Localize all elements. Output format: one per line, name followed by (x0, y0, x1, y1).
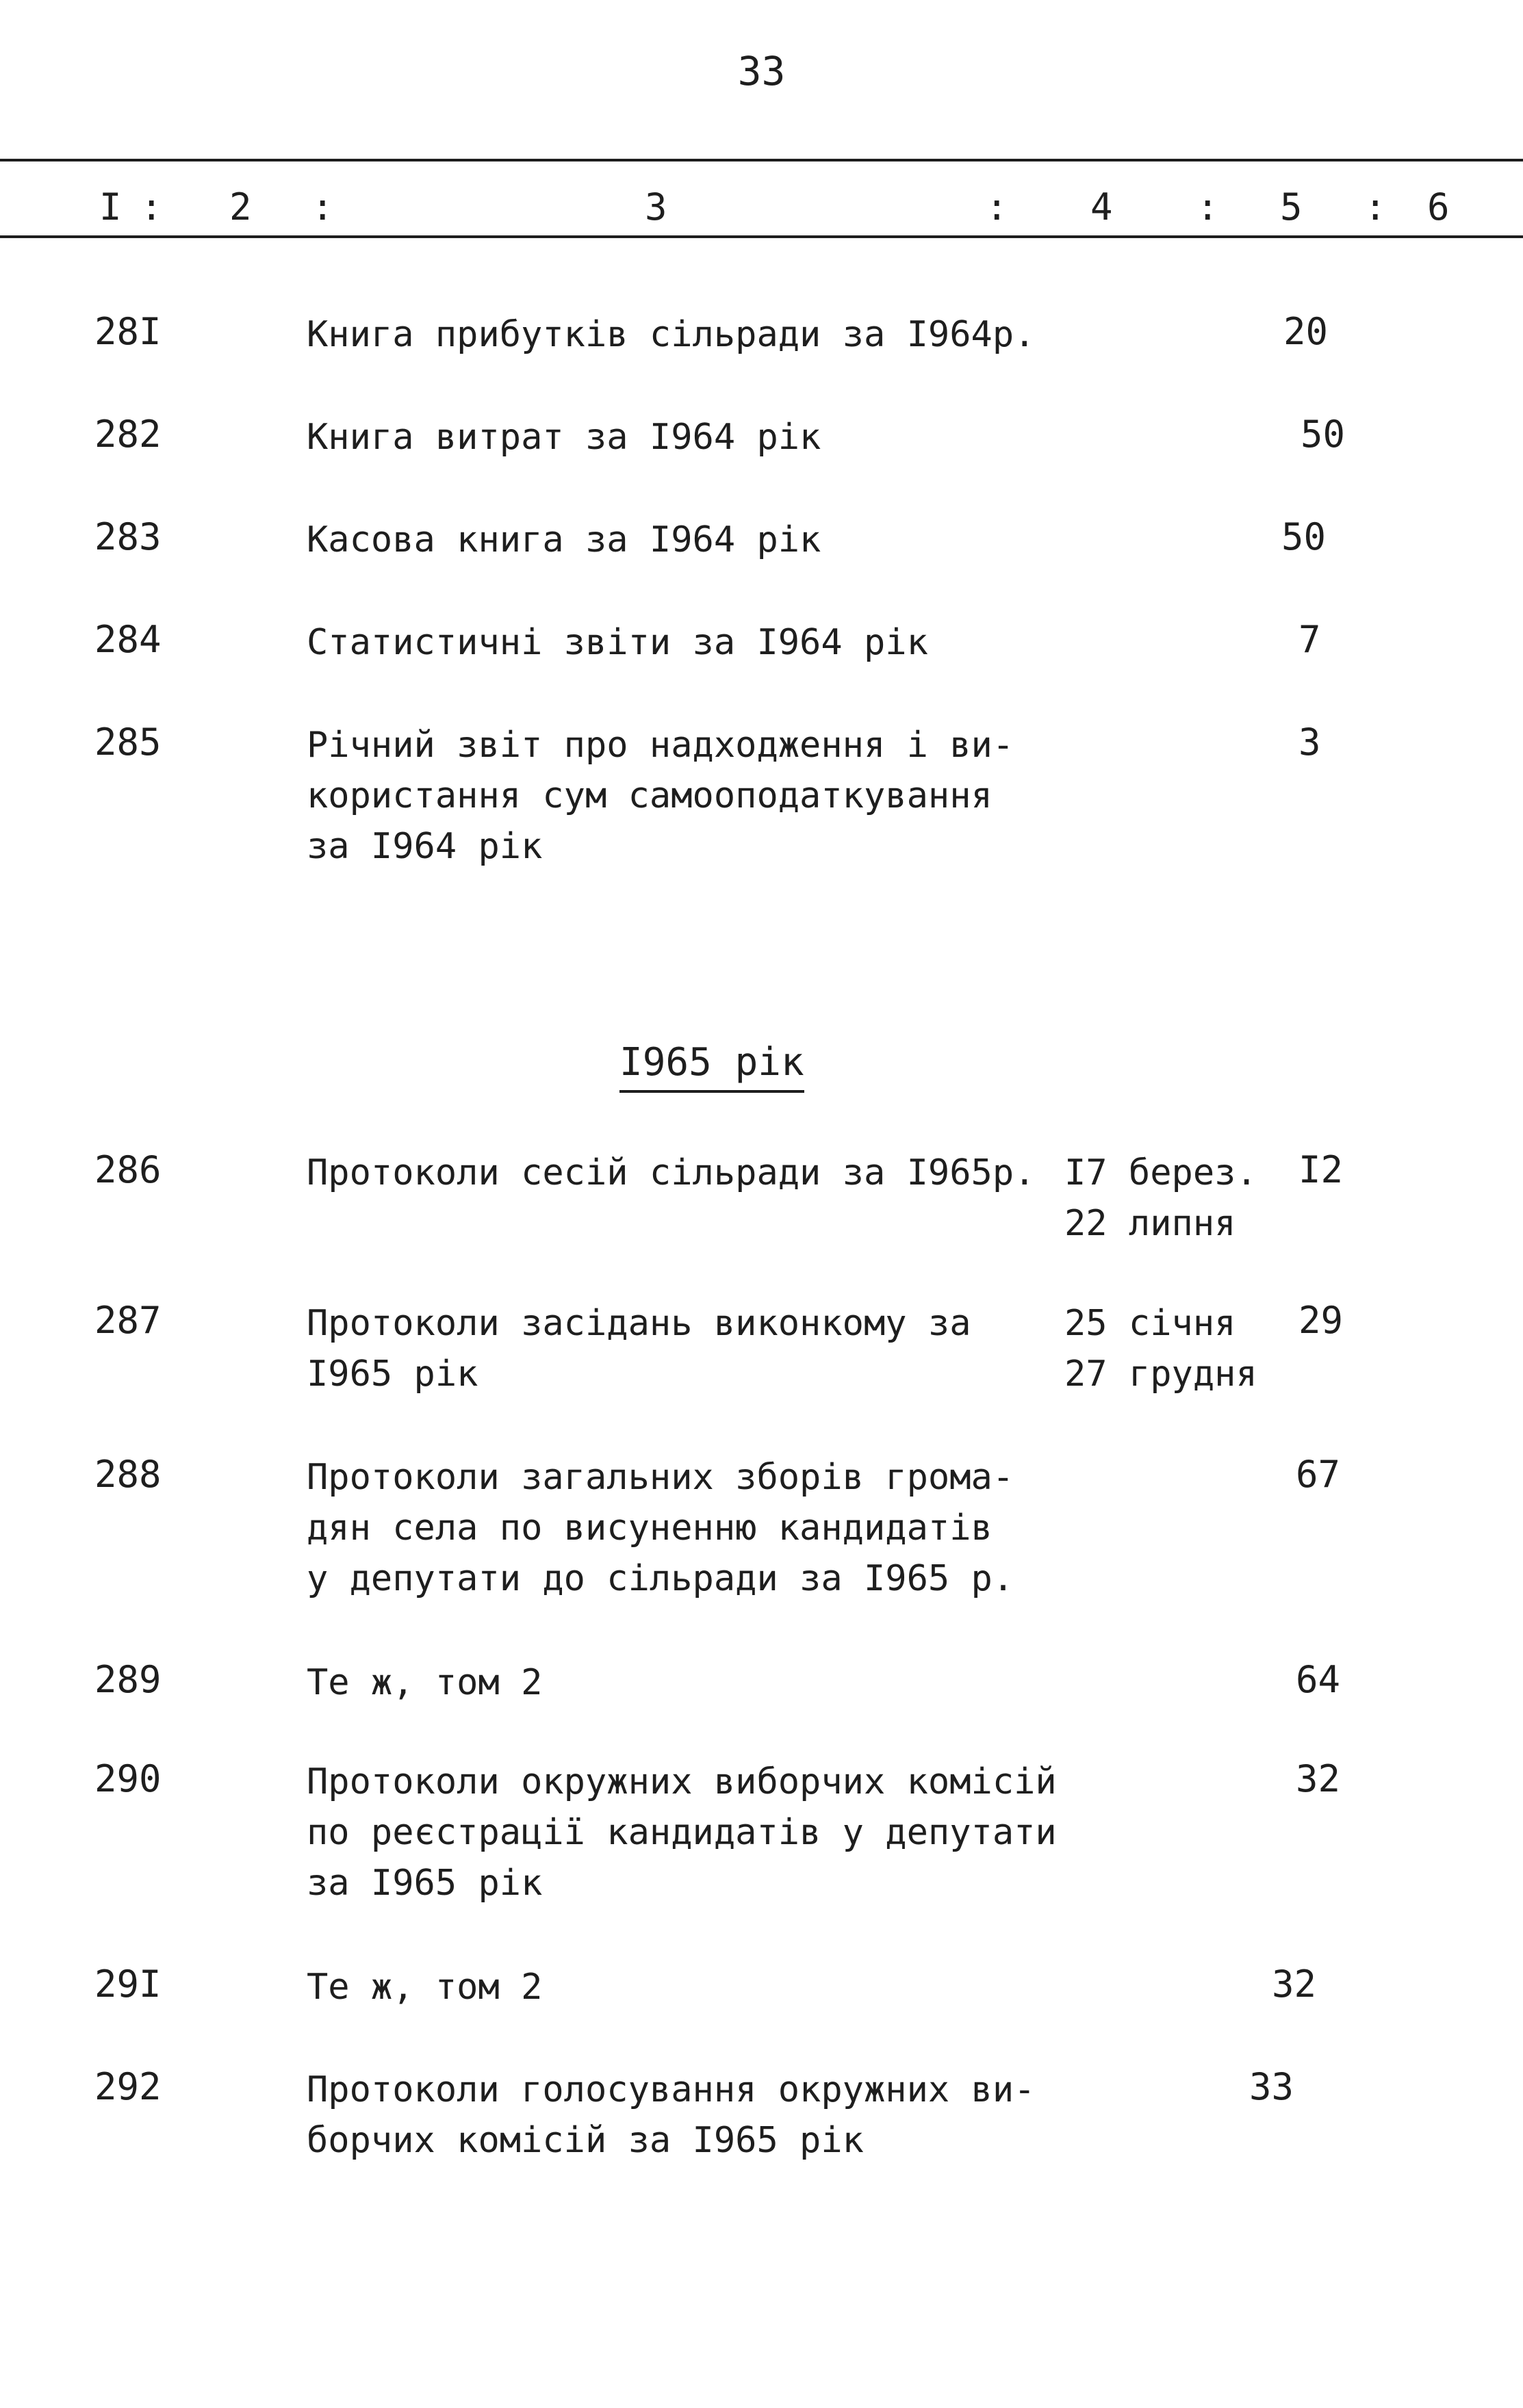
column-header-6: 6 (1427, 185, 1450, 229)
row-title-line: Протоколи сесій сільради за I965р. (307, 1152, 1036, 1193)
row-title-line: I965 рік (307, 1354, 478, 1395)
row-number: 29I (94, 1963, 162, 2006)
row-title (307, 617, 928, 668)
column-separator: : (1364, 185, 1387, 229)
row-title-line: Протоколи окружних виборчих комісій (307, 1761, 1057, 1802)
row-title-line: Протоколи голосування окружних ви- (307, 2069, 1036, 2110)
row-number: 282 (94, 413, 162, 456)
row-sheet-count: 50 (1281, 515, 1327, 558)
row-title-line: Книга витрат за I964 рік (307, 417, 821, 458)
row-number: 287 (94, 1299, 162, 1342)
row-sheet-count: 29 (1298, 1299, 1344, 1342)
row-title-line: за I964 рік (307, 826, 543, 867)
row-sheet-count: 20 (1283, 310, 1329, 353)
row-date-start: 25 січня (1064, 1303, 1236, 1344)
row-sheet-count: 3 (1298, 721, 1321, 764)
column-header-4: 4 (1090, 185, 1113, 229)
row-number: 28I (94, 310, 162, 353)
row-sheet-count: 32 (1272, 1963, 1317, 2006)
row-title-line: за I965 рік (307, 1863, 543, 1904)
column-separator: : (140, 185, 163, 229)
row-number: 285 (94, 721, 162, 764)
section-heading: I965 рік (619, 1044, 804, 1093)
row-sheet-count: 32 (1296, 1757, 1341, 1800)
row-title (307, 515, 821, 565)
header-rule-bottom (0, 235, 1523, 238)
row-title (307, 1757, 1057, 1908)
column-separator: : (311, 185, 334, 229)
column-separator: : (1196, 185, 1219, 229)
row-number: 288 (94, 1453, 162, 1496)
row-title-line: у депутати до сільради за I965 р. (307, 1558, 1014, 1599)
row-sheet-count: I2 (1298, 1148, 1344, 1191)
row-title (307, 1962, 542, 2012)
row-title (307, 1452, 1014, 1604)
row-sheet-count: 50 (1301, 413, 1346, 456)
row-title-line: Річний звіт про надходження і ви- (307, 725, 1014, 766)
row-number: 290 (94, 1757, 162, 1800)
row-date-start: I7 берез. (1064, 1152, 1257, 1193)
row-sheet-count: 33 (1249, 2065, 1294, 2108)
row-title-line: Книга прибутків сільради за I964р. (307, 314, 1036, 355)
row-number: 284 (94, 618, 162, 661)
row-number: 286 (94, 1148, 162, 1191)
row-title-line: дян села по висуненню кандидатів (307, 1507, 993, 1549)
row-number: 283 (94, 515, 162, 558)
header-rule-top (0, 159, 1523, 161)
row-title (307, 309, 1035, 360)
row-sheet-count: 64 (1296, 1658, 1341, 1701)
column-header-1: I (99, 185, 122, 229)
row-date-end: 27 грудня (1064, 1354, 1257, 1395)
row-dates (1064, 1148, 1257, 1249)
row-date-end: 22 липня (1064, 1203, 1236, 1244)
row-title-line: Те ж, том 2 (307, 1967, 543, 2008)
row-title-line: Касова книга за I964 рік (307, 519, 821, 560)
row-title-line: Протоколи загальних зборів грома- (307, 1457, 1014, 1498)
row-title-line: по реєстрації кандидатів у депутати (307, 1812, 1057, 1853)
row-title-line: користання сум самооподаткування (307, 775, 993, 816)
row-title (307, 720, 1014, 872)
row-title (307, 1657, 542, 1708)
row-title-line: Статистичні звіти за I964 рік (307, 622, 928, 663)
column-header-2: 2 (229, 185, 252, 229)
row-title (307, 1148, 1035, 1198)
page-number: 33 (737, 48, 786, 94)
row-sheet-count: 7 (1298, 618, 1321, 661)
row-number: 292 (94, 2065, 162, 2108)
row-title (307, 1298, 971, 1399)
column-header-5: 5 (1280, 185, 1303, 229)
column-separator: : (986, 185, 1008, 229)
row-title (307, 2064, 1035, 2166)
column-header-3: 3 (645, 185, 667, 229)
row-title-line: борчих комісій за I965 рік (307, 2120, 864, 2161)
row-title-line: Протоколи засідань виконкому за (307, 1303, 971, 1344)
row-title-line: Те ж, том 2 (307, 1662, 543, 1703)
row-sheet-count: 67 (1296, 1453, 1341, 1496)
row-dates (1064, 1298, 1257, 1399)
row-title (307, 412, 821, 463)
row-number: 289 (94, 1658, 162, 1701)
